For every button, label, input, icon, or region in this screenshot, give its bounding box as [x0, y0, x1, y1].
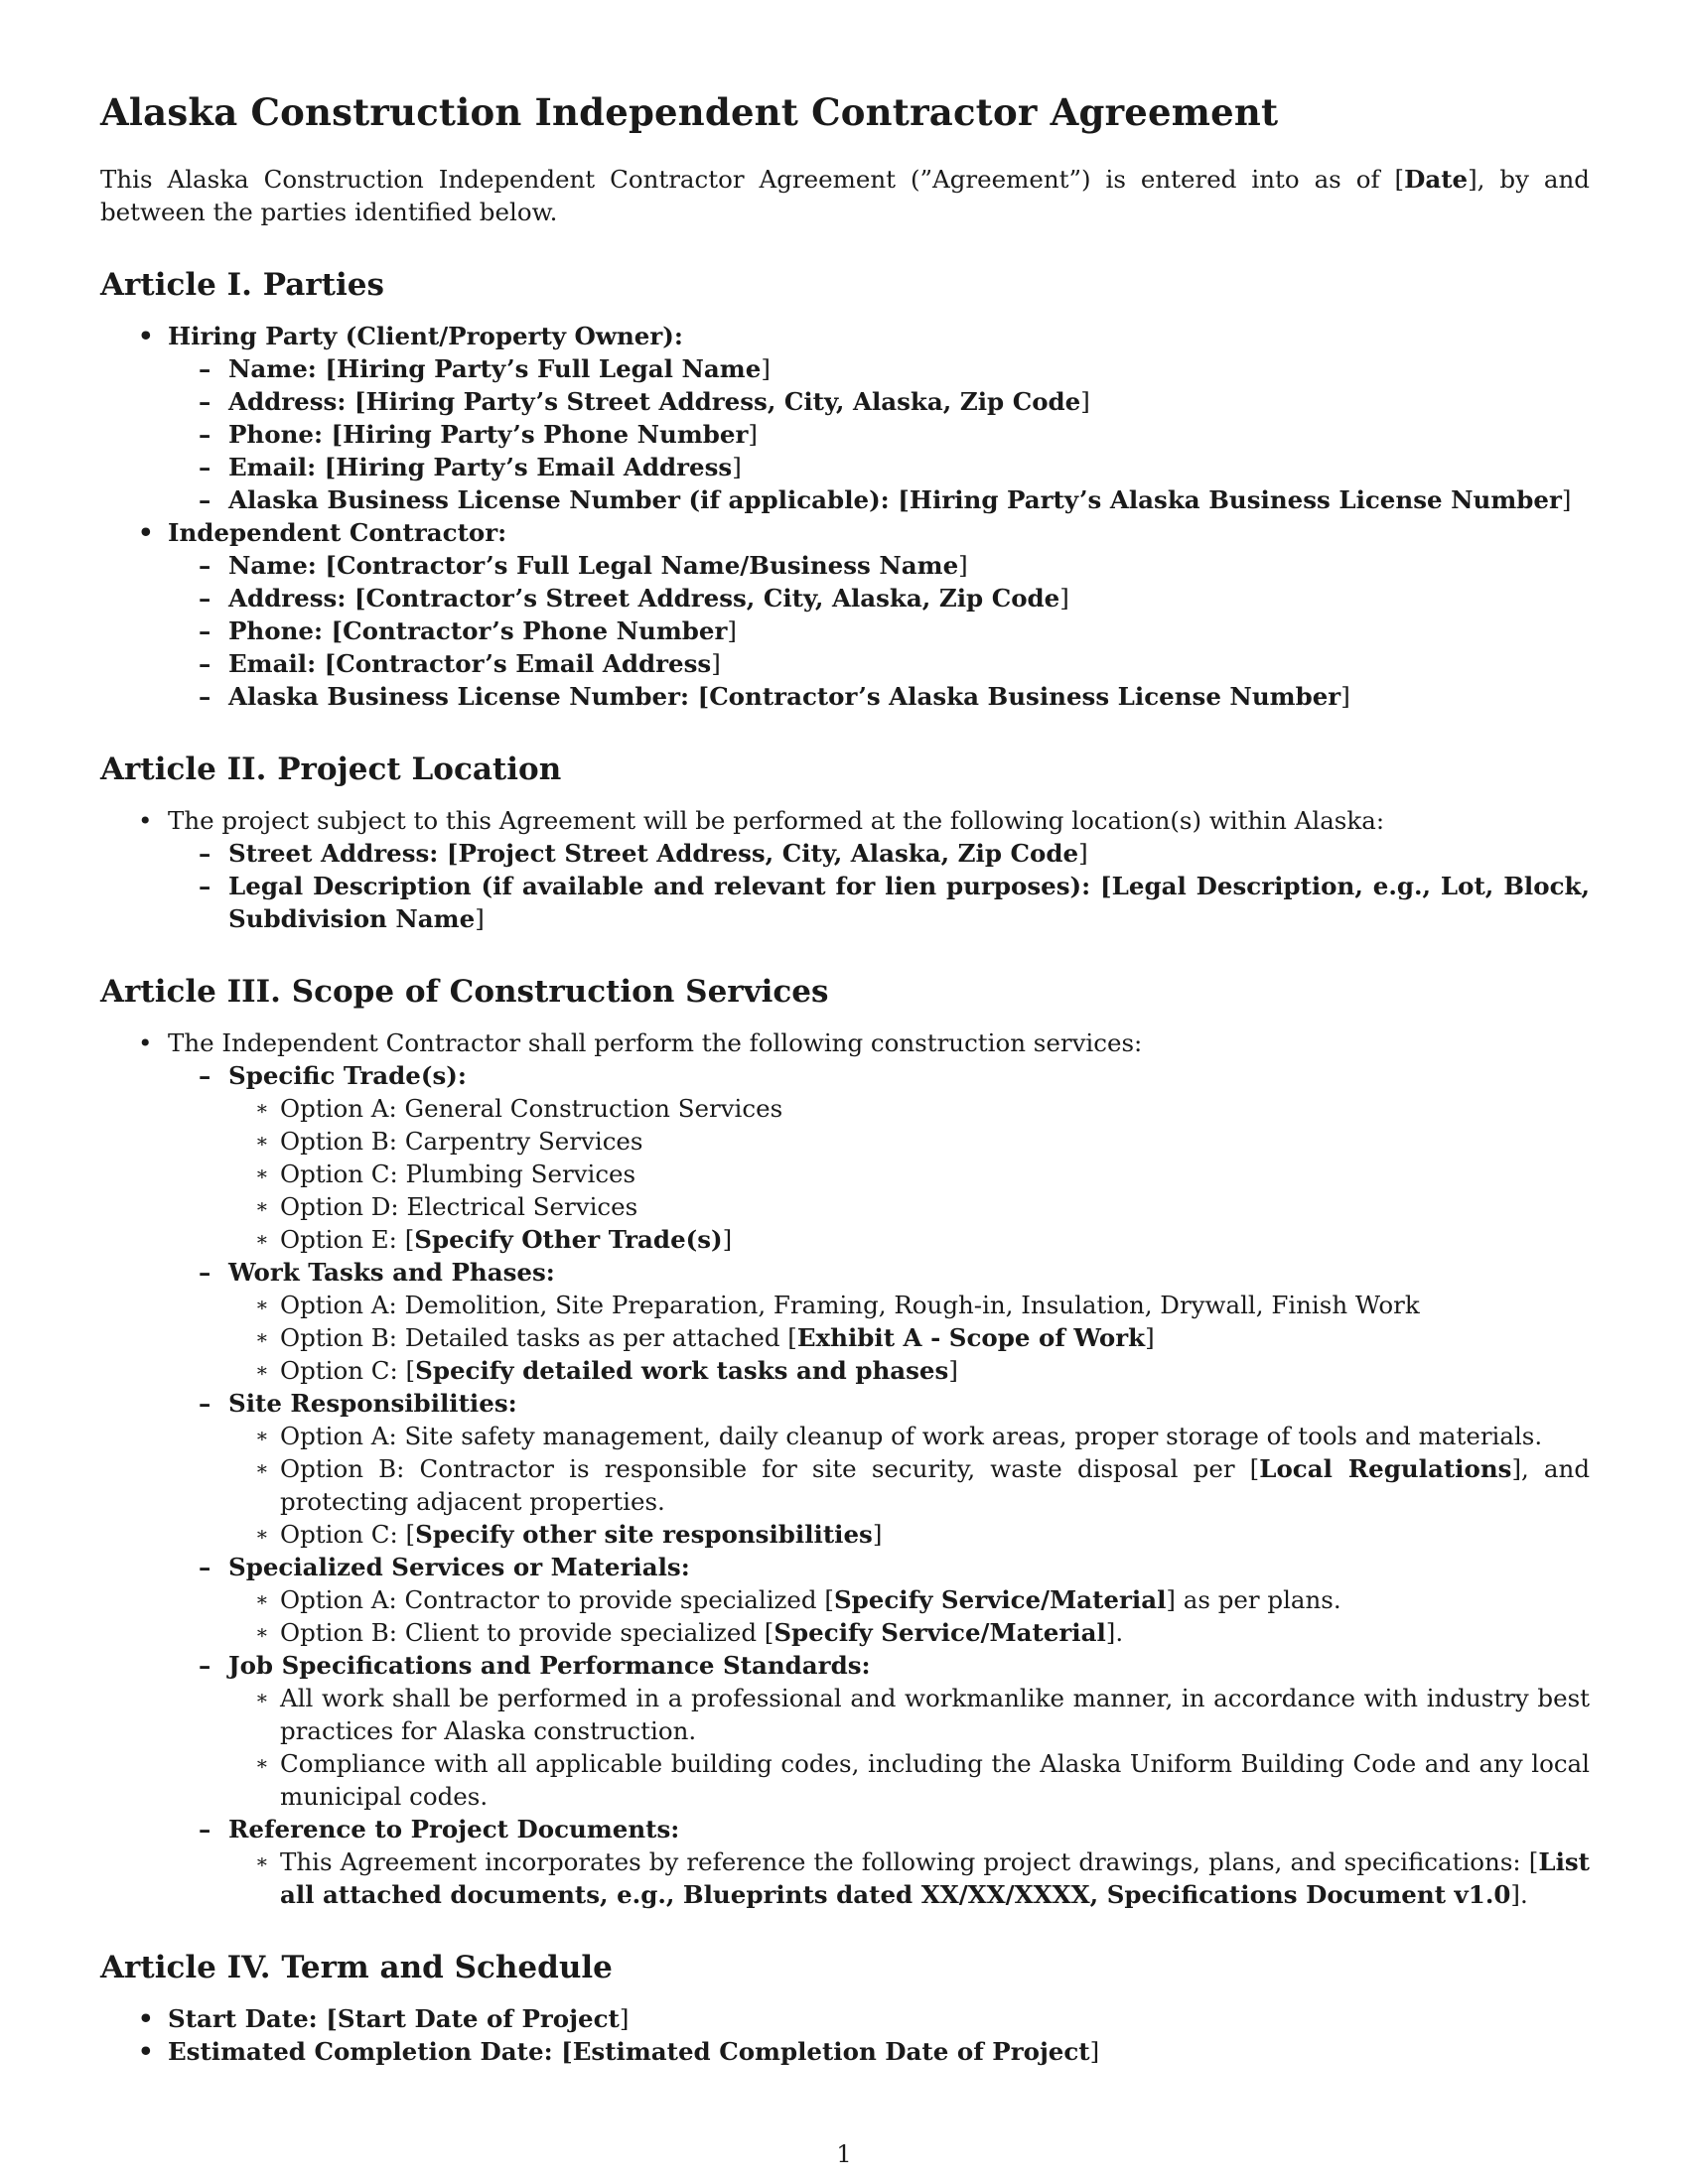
article-title: Article II. Project Location: [100, 751, 562, 787]
list-item: – Name: [Hiring Party’s Full Legal Name]: [199, 354, 771, 383]
list-item: ∗ Option A: Site safety management, daily cleanup of work areas, proper storage of tools and materials.: [255, 1422, 1543, 1450]
article-title: Article IV. Term and Schedule: [100, 1950, 613, 1985]
list-item: – Reference to Project Documents:: [199, 1815, 680, 1843]
list-item: ∗ Option B: Client to provide specialized [Specify Service/Material].: [255, 1618, 1124, 1647]
list-item: ∗ Compliance with all applicable building codes, including the Alaska Uniform Building Code and any local municipal codes.: [255, 1749, 1590, 1811]
list-item: – Phone: [Hiring Party’s Phone Number]: [199, 420, 758, 449]
list-item: ∗ Option C: Plumbing Services: [255, 1160, 636, 1188]
list-item: – Specialized Services or Materials:: [199, 1553, 690, 1581]
list-item: – Email: [Contractor’s Email Address]: [199, 649, 721, 678]
list-item: ∗ Option A: Demolition, Site Preparation, Framing, Rough-in, Insulation, Drywall, Finish Work: [255, 1291, 1420, 1319]
list-item: ∗ Option D: Electrical Services: [255, 1192, 638, 1221]
document-page: [100, 87, 1590, 2104]
list-item: • Independent Contractor:: [138, 518, 507, 547]
list-item: ∗ All work shall be performed in a professional and workmanlike manner, in accordance with industry best practices for Alaska construction.: [255, 1684, 1590, 1745]
list-item: – Address: [Hiring Party’s Street Address, City, Alaska, Zip Code]: [199, 387, 1090, 416]
intro-paragraph: This Alaska Construction Independent Contractor Agreement (”Agreement”) is entered into as of [Date], by and between the parties identified below.: [100, 165, 1590, 226]
article-term-schedule: [100, 1947, 1590, 2068]
list-item: • Start Date: [Start Date of Project]: [138, 2004, 630, 2033]
list-item: – Address: [Contractor’s Street Address, City, Alaska, Zip Code]: [199, 584, 1069, 613]
list-item: – Legal Description (if available and relevant for lien purposes): [Legal Description, e.g., Lot, Block, Subdivision Name]: [199, 872, 1590, 933]
article-title: Article III. Scope of Construction Services: [100, 974, 829, 1010]
list-item: – Specific Trade(s):: [199, 1061, 467, 1090]
list-item: – Phone: [Contractor’s Phone Number]: [199, 616, 737, 645]
article-scope: [100, 971, 1590, 1911]
list-item: – Site Responsibilities:: [199, 1389, 517, 1418]
list-item: ∗ Option C: [Specify other site responsibilities]: [255, 1520, 883, 1549]
page-number: 1: [836, 2140, 852, 2168]
list-item: • Hiring Party (Client/Property Owner):: [138, 322, 683, 350]
article-title: Article I. Parties: [100, 267, 384, 303]
list-item: – Alaska Business License Number: [Contractor’s Alaska Business License Number]: [199, 682, 1350, 711]
date-placeholder: Date: [1404, 165, 1469, 194]
list-item: – Street Address: [Project Street Address, City, Alaska, Zip Code]: [199, 839, 1088, 868]
article-parties: [100, 264, 1590, 713]
list-item: – Alaska Business License Number (if applicable): [Hiring Party’s Alaska Business License Number]: [199, 485, 1572, 514]
list-item: – Work Tasks and Phases:: [199, 1258, 555, 1287]
list-item: • The project subject to this Agreement will be performed at the following location(s) within Alaska:: [138, 806, 1385, 835]
list-item: ∗ Option B: Contractor is responsible for site security, waste disposal per [Local Regulations], and protecting adjacent properties.: [255, 1454, 1590, 1516]
list-item: – Job Specifications and Performance Standards:: [199, 1651, 871, 1680]
document-title: Alaska Construction Independent Contractor Agreement: [100, 90, 1279, 134]
list-item: ∗ Option E: [Specify Other Trade(s)]: [255, 1225, 733, 1254]
list-item: ∗ This Agreement incorporates by reference the following project drawings, plans, and specifications: [List all attached documents, e.g., Blueprints dated XX/XX/XXXX, Specifications Document v1.0].: [255, 1847, 1590, 1909]
list-item: • Estimated Completion Date: [Estimated Completion Date of Project]: [138, 2037, 1100, 2066]
list-item: ∗ Option C: [Specify detailed work tasks and phases]: [255, 1356, 958, 1385]
list-item: ∗ Option A: General Construction Services: [255, 1094, 783, 1123]
list-item: ∗ Option A: Contractor to provide specialized [Specify Service/Material] as per plans.: [255, 1585, 1341, 1614]
article-project-location: [100, 749, 1590, 935]
list-item: • The Independent Contractor shall perform the following construction services:: [138, 1028, 1143, 1057]
list-item: ∗ Option B: Carpentry Services: [255, 1127, 643, 1156]
list-item: ∗ Option B: Detailed tasks as per attached [Exhibit A - Scope of Work]: [255, 1323, 1155, 1352]
list-item: – Name: [Contractor’s Full Legal Name/Business Name]: [199, 551, 968, 580]
list-item: – Email: [Hiring Party’s Email Address]: [199, 453, 742, 481]
